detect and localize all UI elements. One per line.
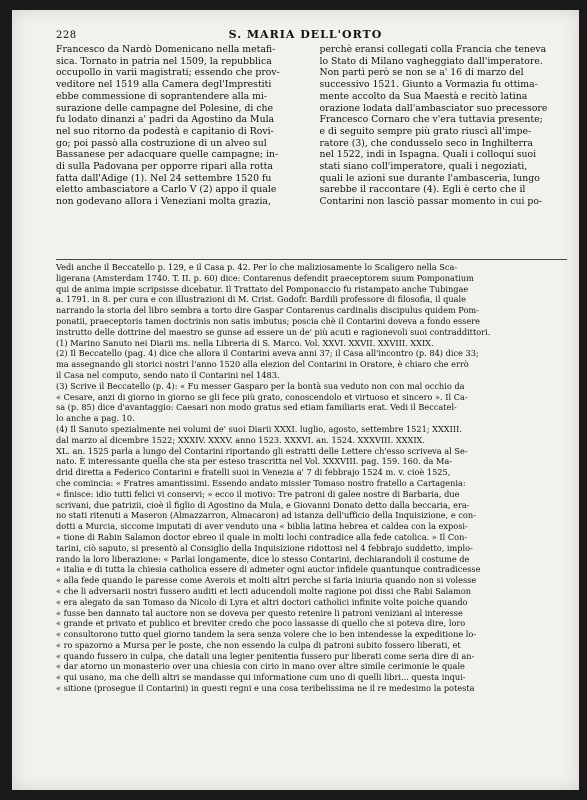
text-line: veditore nel 1519 alla Camera degl'Imprestiti — [56, 79, 272, 91]
footnote-line: « era alegato da san Tomaso da Nicolo di Lyra et altri doctori catholici infinite volte poiche quando — [56, 596, 468, 607]
text-line: ratore (3), che condusselo seco in Inghilterra — [319, 137, 533, 149]
footnote-line: « fusse ben dannato tal auctore non se doveva per questo retenire li patroni veniziani al interesse — [56, 607, 463, 618]
footnote-line: il Casa nel computo, sendo nato il Contarini nel 1483. — [56, 369, 280, 380]
footnote-line: XL. an. 1525 parla a lungo del Contarini riportando gli estratti delle Lettere ch'esso scriveva al Se- — [56, 445, 468, 456]
text-line: perchè eransi collegati colla Francia che teneva — [319, 44, 547, 55]
footnote-line: « qui usano, ma che delli altri se mandasse qui informatione cum uno di quelli libri... questa inqui- — [56, 672, 466, 683]
text-line: ebbe commessione di soprantendere alla mi- — [56, 90, 268, 102]
footnote-line: « grande et privato et publico et breviter credo che poco lassasse di quello che si poteva dire, loro — [56, 618, 466, 629]
footnote-line: qui de anima impie scripsisse dicebatur. Il Trattato del Pomponaccio fu ristampato anche Tubingae — [56, 283, 469, 294]
left-column — [56, 44, 304, 256]
footnote-line: ponatii, praeceptoris tamen doctrinis non satis imbutus; poscia chè il Contarini doveva a fondo essere — [56, 315, 480, 326]
text-line: sica. Tornato in patria nel 1509, la repubblica — [56, 55, 272, 67]
footnote-line: a. 1791. in 8. per cura e con illustrazioni di M. Crist. Godofr. Bardili professore di filosofia, il quale — [56, 294, 466, 305]
text-line: stati siano coll'imperatore, quali i negoziati, — [319, 161, 528, 173]
text-line: successivo 1521. Giunto a Vormazia fu ottima- — [319, 79, 538, 91]
text-line: Contarini non lasciò passar momento in cui po- — [319, 196, 543, 208]
text-line: mente accolto da Sua Maestà e recitò latina — [319, 90, 528, 102]
footnote-line: « finisce: idio tutti felici vi conservi; » ecco il motivo: Tre patroni di galee nostre di Barbaria, due — [56, 488, 460, 499]
footnote-line: « sitione (prosegue il Contarini) in questi regni e una cosa teribelissima ne il re medesimo la potesta — [56, 683, 475, 694]
footnote-line: « italia e di tutta la chiesia catholica essere di admeter ogni auctor infidele quantunque contradicesse — [56, 564, 481, 575]
text-line: nel 1522, indi in Ispagna. Quali i colloqui suoi — [319, 149, 537, 161]
footnote-line: narrando la storia del libro sembra a torto dire Gaspar Contarenus cardinalis discipulus quidem Pom- — [56, 305, 479, 316]
text-line: quali le azioni sue durante l'ambasceria, lungo — [319, 172, 540, 184]
text-line: surazione delle campagne del Polesine, di che — [56, 102, 274, 114]
footnote-line: sa (p. 85) dice d'avantaggio: Caesari non modo gratus sed etiam familiaris erat. Vedi il Beccatel- — [56, 402, 457, 413]
footnote-line: « quando fussero in culpa, che datali una legier penitentia fussero pur liberati come seria dire di an- — [56, 650, 475, 661]
right-column — [320, 44, 568, 256]
footnote-line: (3) Scrive il Beccatello (p. 4): « Fu messer Gasparo per la bontà sua veduto non con mal occhio da — [56, 380, 465, 391]
footnote-divider — [56, 259, 567, 260]
running-title: S. MARIA DELL'ORTO — [228, 28, 383, 41]
text-line: Francesco da Nardò Domenicano nella metafi- — [56, 44, 276, 55]
main-text — [56, 44, 567, 256]
footnote-line: lo anche a pag. 10. — [56, 413, 135, 424]
text-line: di sulla Padovana per opporre ripari alla rotta — [56, 161, 273, 173]
footnote-line: che cominciа: « Fratres amantissimi. Essendo andato missier Tomaso nostro fratello a Cartagenia: — [56, 477, 466, 488]
footnote-line: (1) Marino Sanuto nei Diarii ms. nella Libreria di S. Marco. Vol. XXVI. XXVII. XXVIII. XXIX. — [56, 337, 434, 348]
footnote-line: « tione di Rabin Salamon doctor ebreo il quale in molti lochi contradice alla fede catolica. » Il Con- — [56, 531, 468, 542]
footnote-line: « Cesare, anzi di giorno in giorno se gli fece più grato, conoscendolo et virtuoso et sincero ». Il Ca- — [56, 391, 468, 402]
text-line: fu lodato dinanzi a' padri da Agostino da Mula — [56, 114, 275, 126]
footnote-line: nato. È interessante quella che sta per esteso trascritta nel Vol. XXXVIII. pag. 159. 160. da Ma- — [56, 456, 452, 467]
page-header — [56, 28, 555, 42]
footnote-line: dal marzo al dicembre 1522; XXXIV. XXXV. anno 1523. XXXVI. an. 1524. XXXVIII. XXXIX. — [56, 434, 425, 445]
text-line: eletto ambasciatore a Carlo V (2) appo il quale — [56, 184, 277, 196]
footnote-line: ligerana (Amsterdam 1740. T. II. p. 60) dice: Contarenus defendit praeceptorem suum Pomponatium — [56, 272, 474, 283]
footnote-line: (2) Il Beccatello (pag. 4) dice che allora il Contarini aveva anni 37; il Casa all'incontro (p. 84) dice 33; — [56, 348, 479, 359]
footnotes — [56, 262, 567, 694]
footnote-line: scrivani, due patrizii, cioè il figlio di Agostino da Mula, e Giovanni Donato detto dalla beccaria, era- — [56, 499, 470, 510]
text-line: Bassanese per adacquare quelle campagne; in- — [56, 149, 279, 161]
text-line: fatta dall'Adige (1). Nel 24 settembre 1520 fu — [56, 172, 272, 184]
footnote-line: « che li adversarii nostri fussero auditi et lecti aducendoli molte ragione poi dissi che Rabi Salamon — [56, 585, 472, 596]
footnote-line: instrutto delle dottrine del maestro se gunse ad essere un de' più acuti e ragionevoli suoi contraddittori. — [56, 326, 491, 337]
text-line: go; poi passò alla costruzione di un alveo sul — [56, 137, 267, 149]
text-line: sarebbe il raccontare (4). Egli è certo che il — [319, 184, 526, 196]
footnote-line: drid diretta a Federico Contarini e fratelli suoi in Venezia a' 7 di febbrajo 1524 m. v. cioè 1525, — [56, 467, 451, 478]
text-line: nel suo ritorno da podestà e capitanio di Rovi- — [56, 125, 274, 137]
footnote-line: « ro spazorno a Mursa per le poste, che non essendo la culpa di patroni subito fossero liberati, et — [56, 639, 461, 650]
footnote-line: no stati ritenuti a Maseron (Almazzarron, Almacaron) ad istanza dell'ufficio della Inquisizione, e con- — [56, 510, 476, 521]
text-line: Francesco Cornaro che v'era tuttavia presente; — [319, 114, 543, 126]
text-line: lo Stato di Milano vagheggiato dall'imperatore. — [319, 55, 543, 67]
footnote-line: Vedi anche il Beccatello p. 129, e il Casa p. 42. Per lo che maliziosamente lo Scaligero nella Sca- — [56, 262, 458, 272]
footnote-line: « dar atorno un monasterio over una chiesia con cirio in mano over altre simile cerimonie le quale — [56, 661, 465, 672]
footnote-line: rando la loro liberazione: « Parlai longamente, dice lo stesso Contarini, dechiarandoli il costume de — [56, 553, 470, 564]
book-page — [12, 10, 579, 790]
text-line: e di seguito sempre più grato riuscì all'impe- — [319, 125, 532, 137]
text-line: non godevano allora i Veneziani molta grazia, — [56, 196, 271, 208]
text-line: occupollo in varii magistrati; essendo che prov- — [56, 67, 280, 79]
page-number: 228 — [56, 30, 77, 41]
footnote-line: ma assegnando gli storici nostri l'anno 1520 alla elezion del Contarini in Oratore, è chiaro che errò — [56, 359, 469, 370]
text-line: orazione lodata dall'ambasciator suo precessore — [319, 102, 548, 114]
footnote-line: « consultorono tutto quel giorno tandem la sera senza volere che io ben intendesse la expeditione lo- — [56, 629, 477, 640]
footnote-line: tarini, ciò saputo, si presentò al Consiglio della Inquisizione ridottosi nel 4 febbrajo suddetto, implo- — [56, 542, 473, 553]
footnote-line: (4) Il Sanuto spezialmente nei volumi de' suoi Diarii XXXI. luglio, agosto, settembre 1521; XXXIII. — [56, 423, 462, 434]
footnote-line: dotti a Murcia, siccome imputati di aver venduto una « biblia latina hebrea et caldea con la exposi- — [56, 521, 468, 532]
text-line: Non partì però se non se a' 16 di marzo del — [319, 67, 524, 79]
footnote-line: « alla fede quando le paresse come Averois et molti altri perche si faria iniuria quando non si volesse — [56, 575, 477, 586]
